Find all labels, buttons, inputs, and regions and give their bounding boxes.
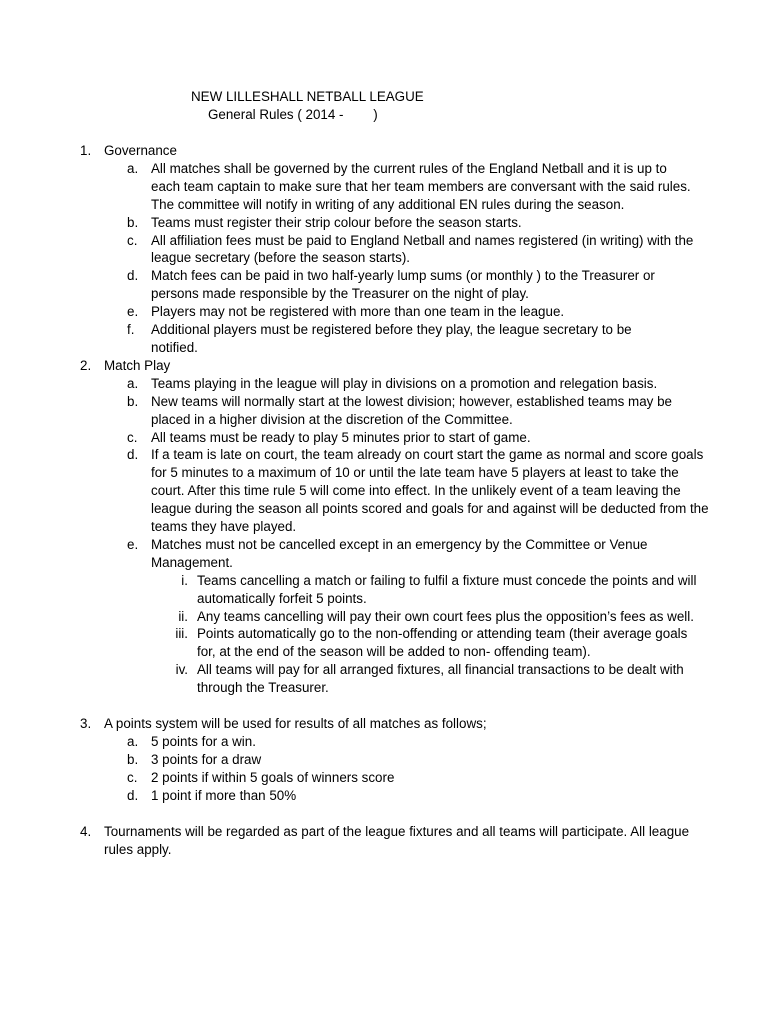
rule-text: Matches must not be cancelled except in an emergency by the Committee or Venue Management. [151, 536, 648, 570]
section-governance [0, 142, 770, 160]
section-match-play [0, 357, 770, 375]
rule-marker: d. [127, 787, 139, 803]
section-marker: 4. [80, 823, 92, 839]
rule-item [0, 429, 770, 447]
rule-marker: c. [127, 769, 138, 785]
rule-marker: a. [127, 160, 139, 176]
rule-marker: d. [127, 268, 139, 284]
rule-text: Teams must register their strip colour before the season starts. [151, 214, 522, 230]
rule-marker: b. [127, 751, 139, 767]
rule-item [0, 393, 770, 429]
section-points-system [0, 715, 770, 733]
rule-subitem [0, 661, 770, 697]
rule-item [0, 321, 770, 357]
rule-text: All teams must be ready to play 5 minutes prior to start of game. [151, 429, 531, 445]
rule-subitem [0, 572, 770, 608]
section-marker: 1. [80, 143, 92, 158]
spacer [0, 697, 770, 715]
rule-marker: a. [127, 734, 139, 749]
rule-marker: a. [127, 375, 139, 391]
section-heading: Governance [104, 143, 177, 158]
rule-subitem [0, 625, 770, 661]
rule-item [0, 787, 770, 805]
rule-marker: c. [127, 232, 138, 248]
rule-marker: e. [127, 304, 139, 320]
rule-marker: f. [127, 322, 135, 338]
subrule-marker: i. [181, 572, 188, 588]
subrule-marker: ii. [178, 608, 188, 624]
section-marker: 3. [80, 716, 92, 732]
subrule-marker: iv. [175, 662, 188, 678]
rule-text: 1 point if more than 50% [151, 787, 297, 803]
subrule-text: All teams will pay for all arranged fixtures, all financial transactions to be dealt with through the Treasurer. [197, 662, 684, 696]
rules-list [0, 142, 770, 858]
rule-marker: b. [127, 393, 139, 409]
rule-text: Players may not be registered with more than one team in the league. [151, 304, 565, 320]
rule-text: All matches shall be governed by the current rules of the England Netball and it is up to each team captain to make sure that her team members are conversant with the said rules. The committee will notify in writing of any additional EN rules during the season. [151, 160, 691, 212]
subrule-text: Any teams cancelling will pay their own court fees plus the opposition’s fees as well. [197, 608, 694, 624]
rule-text: Additional players must be registered before they play, the league secretary to be notified. [151, 322, 632, 355]
rule-text: All affiliation fees must be paid to England Netball and names registered (in writing) with the league secretary (before the season starts). [151, 232, 694, 266]
rule-item [0, 446, 770, 536]
section-heading: Tournaments will be regarded as part of the league fixtures and all teams will participate. All league rules apply. [104, 823, 690, 857]
section-heading: A points system will be used for results of all matches as follows; [104, 716, 487, 732]
rule-item [0, 214, 770, 232]
rule-text: 2 points if within 5 goals of winners score [151, 769, 395, 785]
section-marker: 2. [80, 357, 92, 373]
rule-item [0, 769, 770, 787]
rule-marker: d. [127, 447, 139, 463]
rule-item [0, 303, 770, 321]
rule-text: Match fees can be paid in two half-yearly lump sums (or monthly ) to the Treasurer or persons made responsible by the Treasurer on the night of play. [151, 268, 655, 302]
rule-item [0, 751, 770, 769]
rule-item [0, 232, 770, 268]
rule-text: If a team is late on court, the team already on court start the game as normal and score goals for 5 minutes to a maximum of 10 or until the late team have 5 players at least to take the court. After this time rule 5 will come into effect. In the unlikely event of a team leaving the league during the season all points scored and goals for and against will be deducted from the teams they have played. [151, 447, 709, 535]
section-heading: Match Play [104, 357, 171, 373]
rule-text: New teams will normally start at the lowest division; however, established teams may be placed in a higher division at the discretion of the Committee. [151, 393, 672, 427]
subrule-text: Points automatically go to the non-offending or attending team (their average goals for, at the end of the season will be added to non- offending team). [197, 626, 688, 660]
subrule-text: Teams cancelling a match or failing to fulfil a fixture must concede the points and will automatically forfeit 5 points. [197, 572, 697, 606]
rule-item [0, 267, 770, 303]
subrule-marker: iii. [175, 626, 188, 642]
rule-marker: e. [127, 536, 139, 552]
rule-subitem [0, 608, 770, 626]
section-tournaments [0, 823, 770, 859]
rule-item [0, 536, 770, 572]
rule-marker: b. [127, 214, 139, 230]
rule-marker: c. [127, 429, 138, 445]
rule-item [0, 733, 770, 751]
document-subtitle: General Rules ( 2014 - ) [208, 107, 378, 122]
rule-text: Teams playing in the league will play in divisions on a promotion and relegation basis. [151, 375, 658, 391]
rule-item [0, 160, 770, 214]
rule-text: 5 points for a win. [151, 734, 256, 749]
rule-item [0, 375, 770, 393]
spacer [0, 805, 770, 823]
document-title: NEW LILLESHALL NETBALL LEAGUE [191, 89, 424, 104]
rule-text: 3 points for a draw [151, 751, 262, 767]
